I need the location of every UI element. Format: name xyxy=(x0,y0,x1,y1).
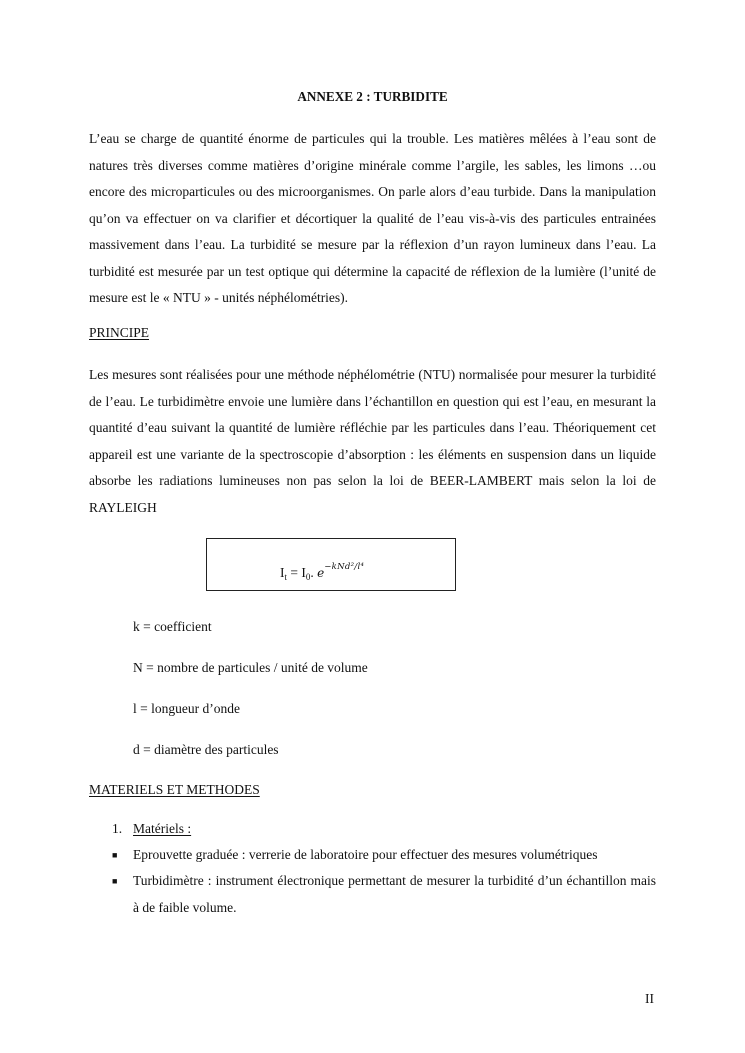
list-item xyxy=(112,842,656,869)
definition-l: l = longueur d’onde xyxy=(133,701,240,716)
principe-paragraph: Les mesures sont réalisées pour une méthode néphélométrie (NTU) normalisée pour mesurer la turbidité de l’eau. Le turbidimètre envoie une lumière dans l’échantillon en question qui est l’eau, en mesurant la quantité d’eau suivant la quantité de lumière réfléchie par les particules dans l’eau. Théoriquement cet appareil est une variante de la spectroscopie d’absorption : les éléments en suspension dans un liquide absorbe les radiations lumineuses non pas selon la loi de BEER-LAMBERT mais selon la loi de RAYLEIGH xyxy=(89,367,656,515)
list-item-text: Eprouvette graduée : verrerie de laboratoire pour effectuer des mesures volumétriques xyxy=(133,847,598,862)
formula-equals: = xyxy=(287,565,302,580)
numbered-item-materiels xyxy=(112,821,191,837)
formula-lhs-symbol: I xyxy=(280,565,285,580)
formula-rhs-subscript: 0 xyxy=(305,572,311,582)
page-title: ANNEXE 2 : TURBIDITE xyxy=(297,89,448,104)
numbered-item-number: 1. xyxy=(112,821,123,836)
square-bullet-icon: ■ xyxy=(112,850,118,860)
list-item xyxy=(112,868,656,921)
definition-n: N = nombre de particules / unité de volume xyxy=(133,660,368,675)
square-bullet-icon: ■ xyxy=(112,876,118,886)
formula-rhs-symbol: I xyxy=(301,565,306,580)
list-item-text: Turbidimètre : instrument électronique permettant de mesurer la turbidité d’un échantillon mais à de faible volume. xyxy=(133,873,656,915)
rayleigh-formula xyxy=(280,562,364,582)
definition-k: k = coefficient xyxy=(133,619,212,634)
formula-lhs-subscript: t xyxy=(284,572,288,582)
definition-d: d = diamètre des particules xyxy=(133,742,279,757)
numbered-item-label: Matériels : xyxy=(133,821,192,836)
formula-exp-power: −kNd²/l⁴ xyxy=(324,562,365,572)
intro-paragraph: L’eau se charge de quantité énorme de particules qui la trouble. Les matières mêlées à l’eau sont de natures très diverses comme matières d’origine minérale comme l’argile, les sables, les limons …ou encore des microparticules ou des microorganismes. On parle alors d’eau turbide. Dans la manipulation qu’on va effectuer on va clarifier et décortiquer la qualité de l’eau vis-à-vis des particules entrainées massivement dans l’eau. La turbidité se mesure par la réflexion d’un rayon lumineux dans l’eau. La turbidité est mesurée par un test optique qui détermine la capacité de réflexion de la lumière (l’unité de mesure est le « NTU » - unités néphélométries). xyxy=(89,131,656,305)
formula-dot: . xyxy=(310,565,318,580)
formula-exp-base: e xyxy=(317,566,325,580)
page-number: II xyxy=(645,991,654,1006)
section-heading-materiels: MATERIELS ET METHODES xyxy=(89,782,260,797)
formula-exponential xyxy=(317,562,365,580)
section-heading-principe: PRINCIPE xyxy=(89,325,150,340)
